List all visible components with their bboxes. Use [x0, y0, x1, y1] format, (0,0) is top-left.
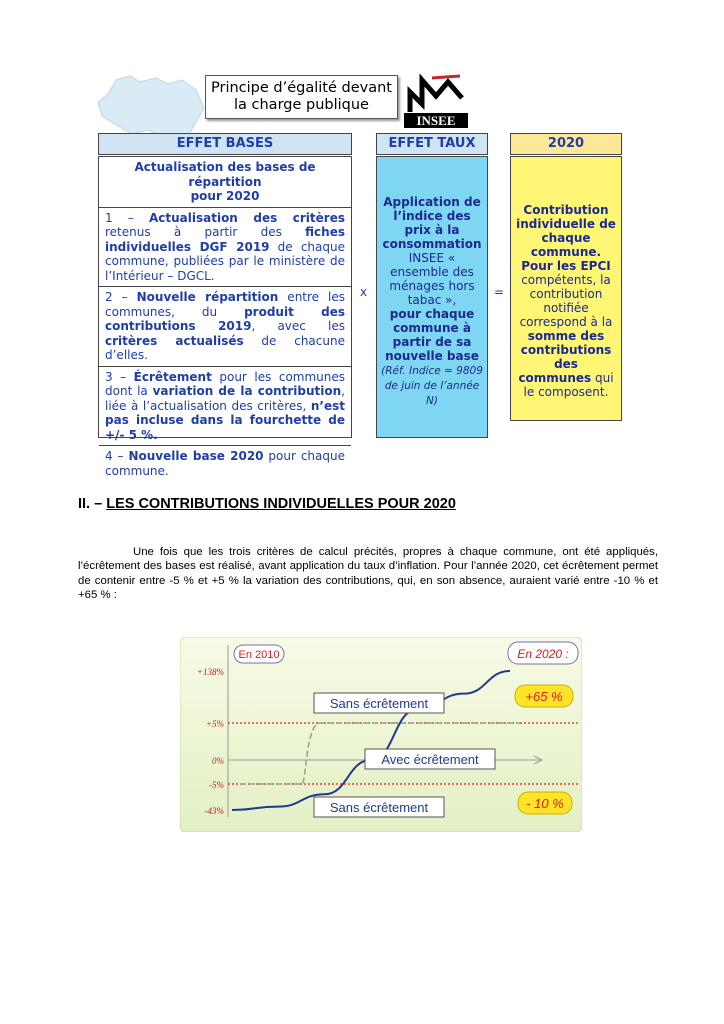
label-2020: En 2020 :	[517, 647, 569, 661]
box-sans-ecretement-bottom-label: Sans écrêtement	[329, 800, 429, 815]
taux-text-bold1: Application de l’indice des prix à la consommation	[382, 195, 482, 251]
bases-item-3-text: Écrêtement	[133, 369, 212, 384]
bases-item-1-text: fiches individuelles DGF 2019	[105, 225, 345, 254]
bases-subtitle	[99, 157, 351, 208]
bases-item-4-text: 4 –	[105, 449, 129, 463]
bases-item-2-text: Nouvelle répartition	[136, 290, 279, 304]
taux-text-normal1: INSEE « ensemble des ménages hors tabac »,	[389, 251, 475, 307]
bases-item-1-text: retenus à partir des	[105, 225, 306, 239]
bases-item-3-text: 3 –	[105, 369, 134, 384]
year2020-text-bold2: somme des contributions des communes	[518, 329, 612, 385]
y-tick-label: +138%	[196, 667, 224, 677]
bases-item-1-text: Actualisation des critères	[148, 210, 345, 225]
year2020-text-normal1: compétents, la contribution notifiée correspond à la	[519, 273, 613, 329]
bases-subtitle-line1: Actualisation des bases de répartition	[134, 160, 316, 189]
bases-item-1	[99, 208, 351, 288]
bases-item-1-text: de chaque commune, publiées par le ministère de l’Intérieur – DGCL.	[105, 239, 345, 283]
year-2020-header: 2020	[510, 133, 622, 155]
year-2020-panel	[510, 156, 622, 421]
region-map-image	[96, 72, 206, 142]
y-tick-label: 0%	[212, 756, 224, 766]
section-heading	[78, 496, 456, 512]
insee-logo-graphic	[404, 72, 468, 114]
year2020-text-normal2: qui le composent.	[523, 371, 614, 399]
bases-item-4-text: pour chaque commune.	[105, 449, 345, 478]
bases-item-2-text: entre les communes, du	[105, 290, 346, 319]
y-tick-label: +5%	[205, 719, 224, 729]
diagram-title-box	[205, 75, 398, 119]
bases-item-2	[99, 287, 351, 367]
insee-logo-text: INSEE	[404, 113, 468, 128]
effet-taux-header: EFFET TAUX	[376, 133, 488, 155]
bases-item-2-text: 2 –	[105, 290, 137, 304]
box-sans-ecretement-top-label: Sans écrêtement	[329, 696, 429, 711]
badge-minus10: - 10 %	[526, 796, 564, 811]
effet-bases-panel	[98, 156, 352, 478]
bases-item-2-text: , avec les	[251, 319, 345, 333]
insee-logo	[404, 72, 468, 128]
year2020-text-bold1: Contribution individuelle de chaque commune. Pour les EPCI	[516, 203, 616, 273]
bases-item-3-text: , liée à l’actualisation des critères,	[105, 384, 345, 413]
bases-item-3-text: n’est pas incluse dans la fourchette de +/- 5 %.	[105, 398, 345, 442]
bases-item-2-text: produit des contributions 2019	[105, 304, 345, 333]
diagram-title-line2: la charge publique	[234, 97, 369, 113]
bases-item-2-text: critères actualisés	[105, 333, 244, 348]
label-2010: En 2010	[238, 649, 280, 661]
equals-sign: =	[494, 285, 505, 299]
effet-bases-header: EFFET BASES	[98, 133, 352, 155]
bases-item-4	[99, 446, 351, 481]
y-tick-label: -43%	[204, 806, 224, 816]
y-tick-label: -5%	[209, 780, 224, 790]
bases-item-2-text: de chacune d’elles.	[105, 333, 345, 362]
bases-item-3-text: variation de la contribution	[152, 384, 342, 398]
effet-taux-panel	[376, 156, 488, 438]
diagram-title-line1: Principe d’égalité devant	[211, 80, 392, 96]
bases-item-3	[99, 367, 351, 447]
contribution-variation-chart	[180, 637, 582, 832]
multiply-sign: x	[360, 285, 368, 299]
badge-plus65: +65 %	[525, 689, 563, 704]
taux-text-italic: (Réf. Indice = 9809 de juin de l’année N)	[381, 365, 483, 407]
taux-text-bold2: pour chaque commune à partir de sa nouvelle base	[385, 307, 479, 363]
body-paragraph: Une fois que les trois critères de calcul précités, propres à chaque commune, ont été appliqués, l’écrêtement des bases est réalisé, avant application du taux d’inflation. Pour l’année 2020, cet écrêtement permet de contenir entre -5 % et +5 % la variation des contributions, qui, en son absence, auraient varié entre -10 % et +65 % :	[78, 546, 658, 601]
section-heading-prefix: II. –	[78, 496, 107, 512]
bases-subtitle-line2: pour 2020	[190, 189, 260, 203]
bases-item-3-text: pour les communes dont la	[105, 369, 346, 398]
box-avec-ecretement-label: Avec écrêtement	[381, 752, 479, 767]
bases-item-4-text: Nouvelle base 2020	[128, 449, 264, 463]
bases-item-1-text: 1 –	[105, 210, 149, 225]
section-heading-text: LES CONTRIBUTIONS INDIVIDUELLES POUR 2020	[106, 496, 456, 512]
